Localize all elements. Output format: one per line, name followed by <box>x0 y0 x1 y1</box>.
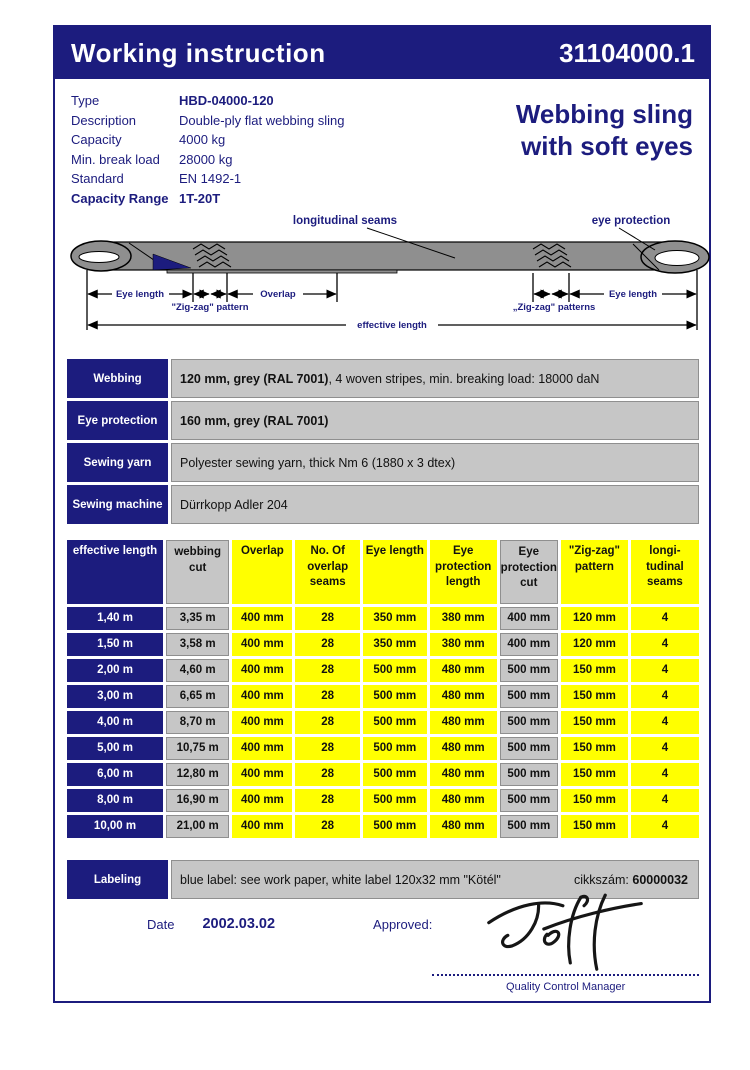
signer-title: Quality Control Manager <box>506 981 626 993</box>
table-cell: 500 mm <box>363 789 427 812</box>
table-cell: 480 mm <box>430 789 497 812</box>
info-label: Description <box>71 112 137 128</box>
table-cell: 28 <box>295 659 359 682</box>
table-cell: 400 mm <box>232 763 292 786</box>
table-cell: 500 mm <box>500 815 558 838</box>
table-cell: 10,00 m <box>67 815 163 838</box>
info-label: Type <box>71 93 100 108</box>
date-value: 2002.03.02 <box>202 916 276 932</box>
table-cell: 500 mm <box>500 763 558 786</box>
header-band <box>55 27 709 79</box>
table-cell: 400 mm <box>232 737 292 760</box>
table-header-row <box>67 540 699 604</box>
info-value: EN 1492-1 <box>179 171 242 186</box>
table-cell: 500 mm <box>500 789 558 812</box>
sling-diagram-svg <box>67 212 717 342</box>
spec-label: Webbing <box>67 359 168 398</box>
spec-value-bold: 120 mm, grey (RAL 7001) <box>180 371 329 386</box>
table-cell: 120 mm <box>561 607 628 630</box>
signature <box>480 893 650 983</box>
cikkszam-value: 60000032 <box>632 872 688 887</box>
table-cell: 6,65 m <box>166 685 229 708</box>
spec-row <box>67 443 699 482</box>
table-cell: 28 <box>295 815 359 838</box>
table-cell: 150 mm <box>561 659 628 682</box>
info-row <box>71 130 344 150</box>
table-cell: 500 mm <box>500 737 558 760</box>
table-cell: 400 mm <box>500 607 558 630</box>
table-row <box>67 685 699 708</box>
table-cell: 16,90 m <box>166 789 229 812</box>
table-row <box>67 763 699 786</box>
table-cell: 400 mm <box>232 711 292 734</box>
table-row <box>67 737 699 760</box>
table-cell: 400 mm <box>232 633 292 656</box>
product-title-line2: with soft eyes <box>521 130 693 161</box>
table-cell: 150 mm <box>561 685 628 708</box>
table-cell: 28 <box>295 607 359 630</box>
table-cell: 350 mm <box>363 607 427 630</box>
table-cell: 400 mm <box>232 685 292 708</box>
longitudinal-seams-label: longitudinal seams <box>292 215 398 227</box>
table-cell: 3,58 m <box>166 633 229 656</box>
table-cell: 8,70 m <box>166 711 229 734</box>
table-cell: 380 mm <box>430 633 497 656</box>
cikkszam-label: cikkszám: <box>574 872 633 887</box>
table-cell: 500 mm <box>363 763 427 786</box>
table-cell: 150 mm <box>561 789 628 812</box>
table-row <box>67 607 699 630</box>
spec-value-rest: Dürrkopp Adler 204 <box>180 497 288 512</box>
table-cell: 4 <box>631 711 699 734</box>
table-cell: 150 mm <box>561 737 628 760</box>
table-header-cell: No. Of overlap seams <box>295 540 359 604</box>
table-cell: 28 <box>295 711 359 734</box>
date-label: Date <box>147 917 175 932</box>
info-value: 28000 kg <box>179 151 233 167</box>
table-cell: 4 <box>631 737 699 760</box>
table-header-cell: webbing cut <box>166 540 229 604</box>
right-eye-slot <box>655 251 699 266</box>
left-eye-slot <box>79 252 119 263</box>
table-cell: 150 mm <box>561 763 628 786</box>
overlap-label: Overlap <box>260 289 296 300</box>
table-cell: 480 mm <box>430 659 497 682</box>
table-header-cell: Eye protection cut <box>500 540 558 604</box>
table-header-cell: Overlap <box>232 540 292 604</box>
info-row <box>71 91 344 111</box>
table-cell: 400 mm <box>232 659 292 682</box>
dimensions-table <box>64 537 702 841</box>
table-cell: 1,40 m <box>67 607 163 630</box>
info-row <box>71 150 344 170</box>
info-label: Capacity <box>71 132 122 147</box>
table-cell: 500 mm <box>500 685 558 708</box>
spec-value-rest: Polyester sewing yarn, thick Nm 6 (1880 x 3 dtex) <box>180 455 456 470</box>
table-body <box>67 607 699 838</box>
table-header-cell: "Zig-zag" pattern <box>561 540 628 604</box>
page-title: Working instruction <box>71 37 326 68</box>
sling-diagram <box>67 212 699 347</box>
spec-value-bold: 160 mm, grey (RAL 7001) <box>180 413 329 428</box>
table-cell: 400 mm <box>232 607 292 630</box>
table-header-cell: longi-tudinal seams <box>631 540 699 604</box>
table-cell: 28 <box>295 763 359 786</box>
table-cell: 380 mm <box>430 607 497 630</box>
info-label: Capacity Range <box>71 190 169 206</box>
table-cell: 480 mm <box>430 685 497 708</box>
overlap-ply <box>167 270 397 273</box>
table-header-cell: Eye protection length <box>430 540 497 604</box>
table-cell: 3,00 m <box>67 685 163 708</box>
info-value: HBD-04000-120 <box>179 93 274 108</box>
spec-label: Sewing machine <box>67 485 168 524</box>
table-cell: 4 <box>631 685 699 708</box>
labeling-label: Labeling <box>67 860 168 899</box>
spec-row <box>67 485 699 524</box>
info-value: 1T-20T <box>179 190 221 206</box>
table-cell: 500 mm <box>363 685 427 708</box>
table-cell: 480 mm <box>430 815 497 838</box>
spec-label: Eye protection <box>67 401 168 440</box>
info-row <box>71 111 344 131</box>
table-cell: 4 <box>631 815 699 838</box>
effective-length-label: effective length <box>357 320 427 331</box>
table-header-cell: effective length <box>67 540 163 604</box>
zigzag-pattern-right-label: „Zig-zag" patterns <box>512 302 596 313</box>
content-area <box>55 79 709 993</box>
table-cell: 28 <box>295 789 359 812</box>
spec-value <box>171 359 699 398</box>
eye-length-right-label: Eye length <box>608 289 658 300</box>
table-cell: 400 mm <box>232 815 292 838</box>
table-cell: 120 mm <box>561 633 628 656</box>
table-cell: 500 mm <box>500 711 558 734</box>
signature-block <box>432 909 699 993</box>
product-title-line1: Webbing sling <box>515 99 693 129</box>
sling-belt <box>109 242 665 270</box>
eye-length-left-label: Eye length <box>115 289 165 300</box>
table-cell: 4 <box>631 763 699 786</box>
table-cell: 480 mm <box>430 763 497 786</box>
table-cell: 6,00 m <box>67 763 163 786</box>
table-row <box>67 659 699 682</box>
table-cell: 150 mm <box>561 711 628 734</box>
table-header-cell: Eye length <box>363 540 427 604</box>
table-cell: 400 mm <box>232 789 292 812</box>
table-cell: 500 mm <box>363 659 427 682</box>
info-row <box>71 189 344 209</box>
table-row <box>67 815 699 838</box>
table-cell: 3,35 m <box>166 607 229 630</box>
table-cell: 500 mm <box>363 815 427 838</box>
spec-row <box>67 359 699 398</box>
approved-label: Approved: <box>373 917 433 932</box>
info-label: Min. break load <box>71 151 160 167</box>
table-cell: 10,75 m <box>166 737 229 760</box>
table-cell: 4 <box>631 659 699 682</box>
table-cell: 4,00 m <box>67 711 163 734</box>
zigzag-pattern-left-label: "Zig-zag" pattern <box>171 302 249 313</box>
table-cell: 4 <box>631 789 699 812</box>
table-cell: 500 mm <box>363 737 427 760</box>
table-cell: 28 <box>295 685 359 708</box>
table-cell: 8,00 m <box>67 789 163 812</box>
info-value: Double-ply flat webbing sling <box>179 112 345 128</box>
spec-value-rest: , 4 woven stripes, min. breaking load: 18000 daN <box>328 371 600 386</box>
table-cell: 500 mm <box>363 711 427 734</box>
table-row <box>67 711 699 734</box>
document-page <box>53 25 711 1003</box>
eye-protection-label: eye protection <box>591 215 671 227</box>
spec-value <box>171 485 699 524</box>
table-cell: 12,80 m <box>166 763 229 786</box>
table-cell: 4 <box>631 607 699 630</box>
table-cell: 150 mm <box>561 815 628 838</box>
footer <box>67 909 699 993</box>
spec-row <box>67 401 699 440</box>
table-cell: 4 <box>631 633 699 656</box>
table-cell: 28 <box>295 737 359 760</box>
table-cell: 480 mm <box>430 711 497 734</box>
info-label: Standard <box>71 171 124 186</box>
table-cell: 350 mm <box>363 633 427 656</box>
info-row <box>71 169 344 189</box>
spec-rows <box>67 359 699 524</box>
spec-value <box>171 443 699 482</box>
table-cell: 500 mm <box>500 659 558 682</box>
labeling-text: blue label: see work paper, white label 120x32 mm "Kötél" <box>180 872 501 887</box>
table-cell: 21,00 m <box>166 815 229 838</box>
table-cell: 4,60 m <box>166 659 229 682</box>
spec-value <box>171 401 699 440</box>
table-cell: 480 mm <box>430 737 497 760</box>
cikkszam <box>574 873 690 887</box>
info-rows <box>67 91 344 208</box>
table-cell: 400 mm <box>500 633 558 656</box>
table-row <box>67 789 699 812</box>
info-value: 4000 kg <box>179 132 226 147</box>
table-cell: 2,00 m <box>67 659 163 682</box>
spec-label: Sewing yarn <box>67 443 168 482</box>
product-title <box>516 99 699 208</box>
table-cell: 1,50 m <box>67 633 163 656</box>
table-row <box>67 633 699 656</box>
table-cell: 28 <box>295 633 359 656</box>
document-number: 31104000.1 <box>559 37 695 68</box>
table-cell: 5,00 m <box>67 737 163 760</box>
